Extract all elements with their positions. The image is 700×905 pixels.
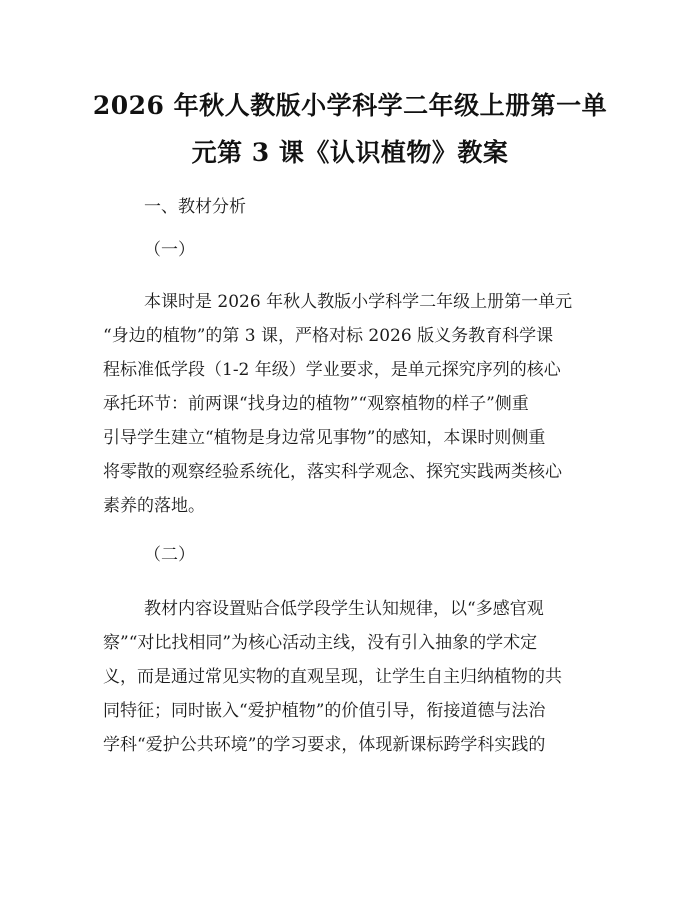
paragraph-line: “身边的植物”的第 3 课，严格对标 2026 版义务教育科学课 bbox=[103, 326, 554, 346]
paragraph-line: 素养的落地。 bbox=[103, 496, 205, 516]
paragraph-line: 教材内容设置贴合低学段学生认知规律，以“多感官观 bbox=[144, 599, 544, 619]
section-heading: 一、教材分析 bbox=[144, 197, 246, 217]
paragraph-line: 义，而是通过常见实物的直观呈现，让学生自主归纳植物的共 bbox=[103, 667, 562, 687]
paragraph-2 bbox=[103, 592, 603, 762]
paragraph-line: 察”“对比找相同”为核心活动主线，没有引入抽象的学术定 bbox=[103, 633, 538, 653]
paragraph-line: 同特征；同时嵌入“爱护植物”的价值引导，衔接道德与法治 bbox=[103, 701, 546, 721]
paragraph-line: 承托环节：前两课“找身边的植物”“观察植物的样子”侧重 bbox=[103, 394, 529, 414]
subsection-label-2: （二） bbox=[144, 545, 195, 565]
paragraph-line: 引导学生建立“植物是身边常见事物”的感知，本课时则侧重 bbox=[103, 428, 546, 448]
paragraph-line: 将零散的观察经验系统化，落实科学观念、探究实践两类核心 bbox=[103, 462, 562, 482]
paragraph-line: 本课时是 2026 年秋人教版小学科学二年级上册第一单元 bbox=[144, 292, 573, 312]
paragraph-line: 学科“爱护公共环境”的学习要求，体现新课标跨学科实践的 bbox=[103, 735, 546, 755]
document-title-line-1: 2026 年秋人教版小学科学二年级上册第一单 bbox=[92, 91, 608, 120]
document-title-line-2: 元第 3 课《认识植物》教案 bbox=[191, 138, 509, 167]
subsection-label-1: （一） bbox=[144, 240, 195, 260]
paragraph-1 bbox=[103, 285, 603, 523]
paragraph-line: 程标准低学段（1-2 年级）学业要求，是单元探究序列的核心 bbox=[103, 360, 561, 380]
